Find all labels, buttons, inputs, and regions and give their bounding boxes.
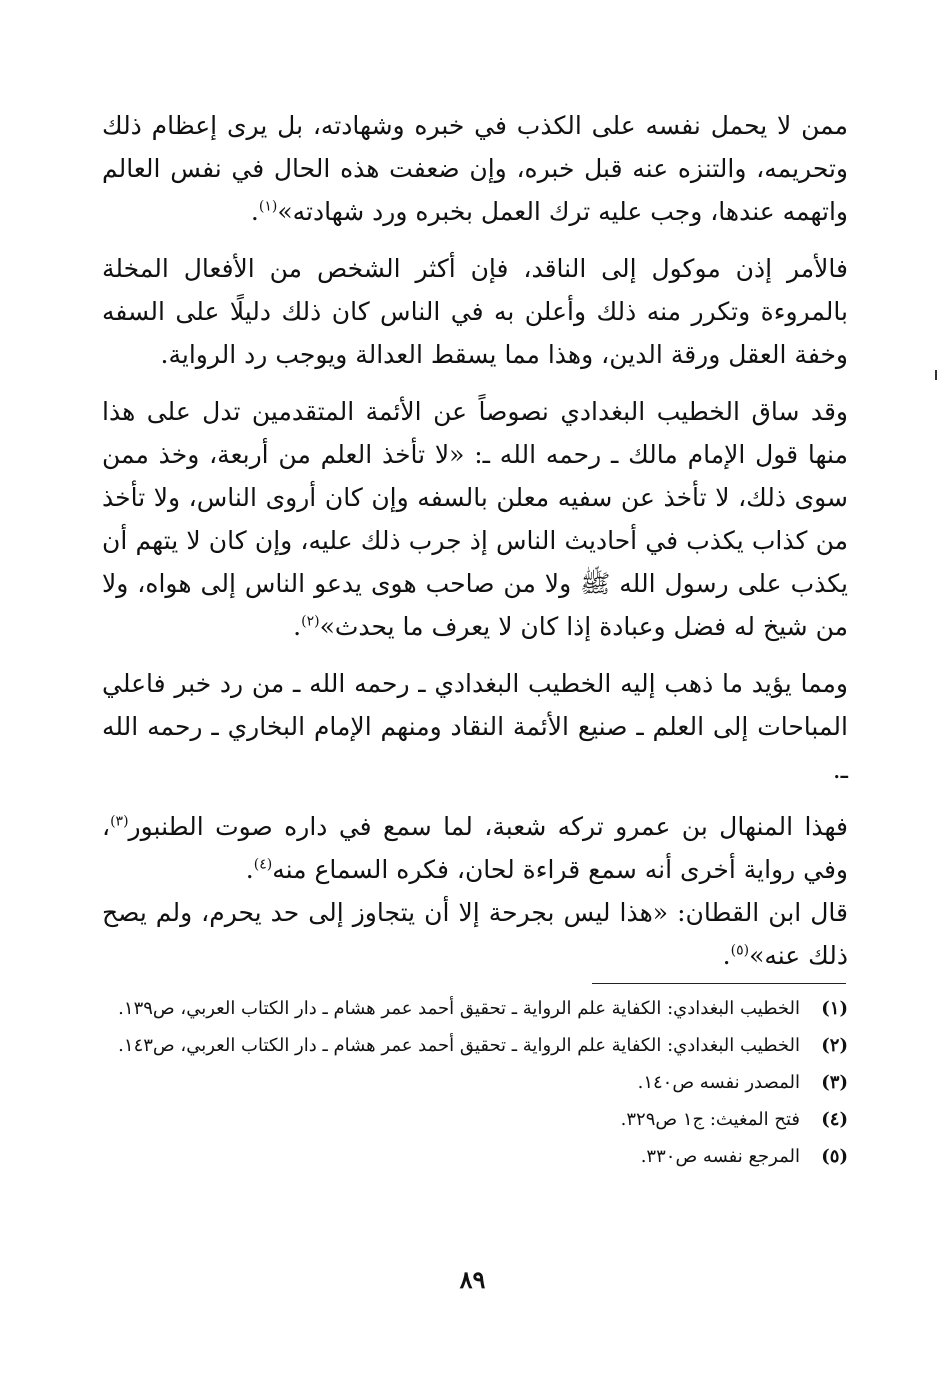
- paragraph-text: وقد ساق الخطيب البغدادي نصوصاً عن الأئمة المتقدمين تدل على هذا منها قول الإمام مالك ـ رحمه الله ـ: «لا تأخذ العلم من أربعة، وخذ ممن سوى ذلك، لا تأخذ عن سفيه معلن بالسفه وإن كان أروى الناس، ولا تأخذ من كذاب يكذب في أحاديث الناس إذ جرب ذلك عليه، وإن كان لا يتهم أن يكذب على رسول الله ﷺ ولا من صاحب هوى يدعو الناس إلى هواه، ولا من شيخ له فضل وعبادة إذا كان لا يعرف ما يحدث»: [102, 397, 848, 641]
- footnotes: [102, 992, 848, 1177]
- period: .: [722, 941, 731, 970]
- main-text: [102, 104, 848, 991]
- footnote-number: (١): [821, 998, 848, 1019]
- footnote-ref-1[interactable]: (١): [258, 198, 278, 215]
- paragraph-text: فالأمر إذن موكول إلى الناقد، فإن أكثر الشخص من الأفعال المخلة بالمروءة وتكرر منه ذلك وأعلن به في الناس كان ذلك دليلًا على السفه وخفة العقل ورقة الدين، وهذا مما يسقط العدالة ويوجب رد الرواية.: [102, 254, 848, 369]
- footnote-ref-2[interactable]: (٢): [301, 613, 320, 630]
- footnote-text: المصدر نفسه ص١٤٠.: [637, 1072, 800, 1093]
- paragraph-5: [102, 805, 848, 977]
- footnote-4: [102, 1103, 848, 1137]
- footnote-ref-5[interactable]: (٥): [730, 942, 750, 959]
- footnote-separator: [592, 983, 846, 984]
- footnote-ref-3[interactable]: (٣): [110, 813, 129, 830]
- paragraph-text: ممن لا يحمل نفسه على الكذب في خبره وشهادته، بل يرى إعظام ذلك وتحريمه، والتنزه عنه قبل خبره، وإن ضعفت هذه الحال في نفس العالم واتهمه عندها، وجب عليه ترك العمل بخبره ورد شهادته»: [102, 111, 848, 226]
- footnote-2: [102, 1029, 848, 1063]
- paragraph-text: ، وفي رواية أخرى أنه سمع قراءة لحان، فكره السماع منه: [102, 812, 848, 884]
- footnote-number: (٣): [821, 1072, 848, 1093]
- footnote-number: (٥): [821, 1146, 848, 1167]
- footnote-5: [102, 1140, 848, 1174]
- period: .: [293, 612, 302, 641]
- period: .: [250, 197, 259, 226]
- paragraph-text: ومما يؤيد ما ذهب إليه الخطيب البغدادي ـ رحمه الله ـ من رد خبر فاعلي المباحات إلى العلم ـ صنيع الأئمة النقاد ومنهم الإمام البخاري ـ رحمه الله ـ.: [102, 669, 848, 784]
- paragraph-text: فهذا المنهال بن عمرو تركه شعبة، لما سمع في داره صوت الطنبور: [128, 812, 848, 841]
- period: .: [245, 855, 254, 884]
- footnote-text: المرجع نفسه ص٣٣٠.: [640, 1146, 800, 1167]
- footnote-ref-4[interactable]: (٤): [253, 856, 273, 873]
- footnote-text: فتح المغيث: ج١ ص٣٢٩.: [620, 1109, 800, 1130]
- footnote-1: [102, 992, 848, 1026]
- page-number: ٨٩: [459, 1265, 486, 1294]
- footnote-text: الخطيب البغدادي: الكفاية علم الرواية ـ تحقيق أحمد عمر هشام ـ دار الكتاب العربي، ص١٤٣.: [118, 1035, 800, 1056]
- paragraph-4: [102, 662, 848, 791]
- margin-mark: [935, 370, 937, 380]
- paragraph-1: [102, 104, 848, 233]
- footnote-3: [102, 1066, 848, 1100]
- paragraph-text: قال ابن القطان: «هذا ليس بجرحة إلا أن يتجاوز إلى حد يحرم، ولم يصح ذلك عنه»: [102, 898, 848, 970]
- footnote-number: (٤): [821, 1109, 848, 1130]
- paragraph-3: [102, 390, 848, 648]
- paragraph-2: [102, 247, 848, 376]
- footnote-number: (٢): [821, 1035, 848, 1056]
- footnote-text: الخطيب البغدادي: الكفاية علم الرواية ـ تحقيق أحمد عمر هشام ـ دار الكتاب العربي، ص١٣٩.: [118, 998, 800, 1019]
